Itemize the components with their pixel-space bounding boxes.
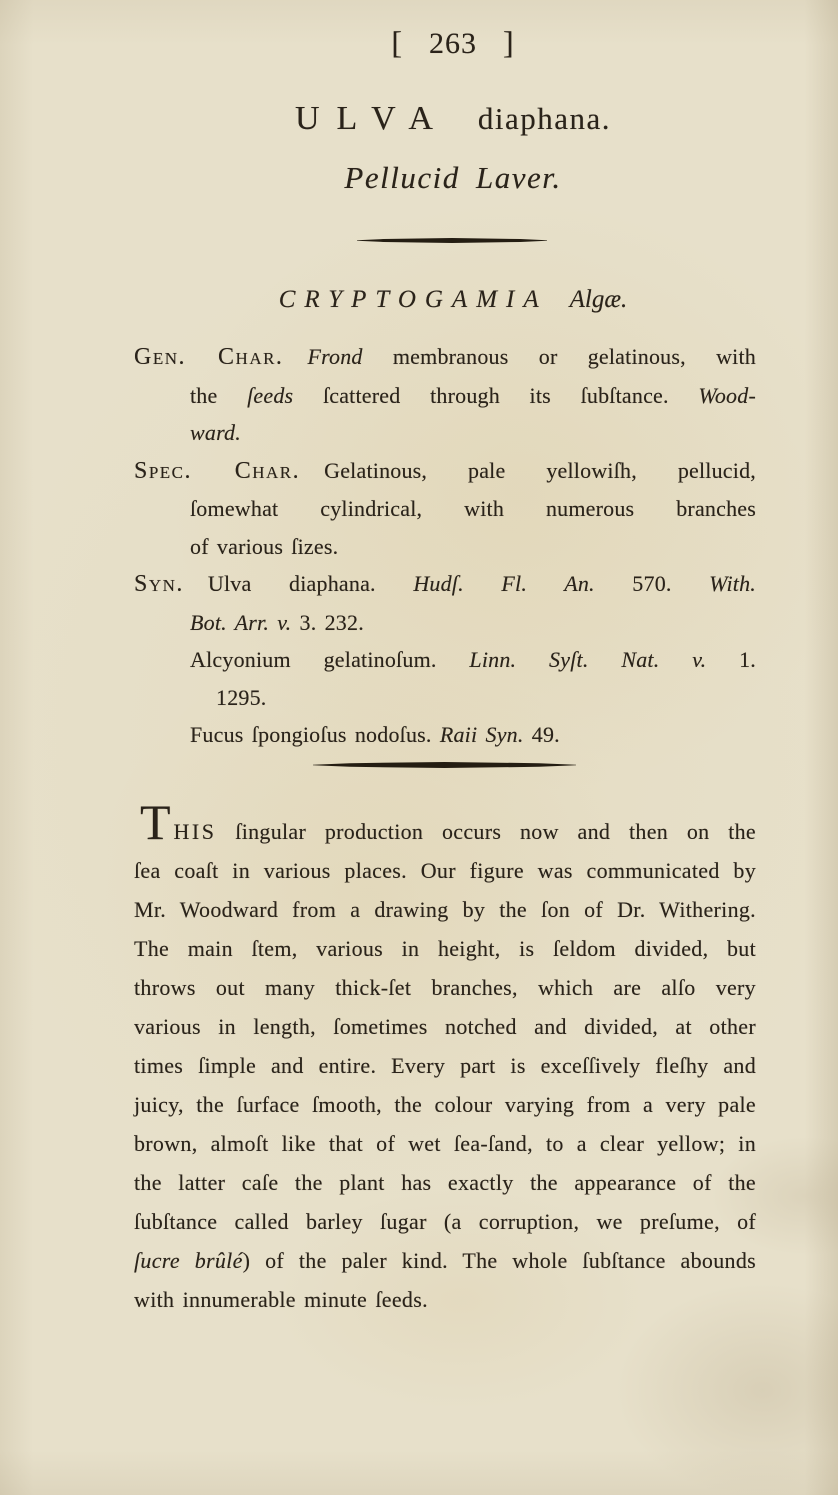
text-segment: Wood- xyxy=(698,382,756,408)
text-line xyxy=(134,929,756,968)
genus-name: ULVA xyxy=(294,100,450,137)
text-segment: Linn. Syſt. Nat. v. xyxy=(469,647,707,672)
synonyms-block xyxy=(134,565,756,754)
text-line xyxy=(134,716,756,754)
text-segment: throws out many thick-ſet branches, which are alſo very xyxy=(134,975,756,1000)
species-epithet: diaphana. xyxy=(477,101,612,136)
bracket-close: ] xyxy=(503,24,515,60)
tapered-rule-top xyxy=(357,238,547,243)
text-segment: ſeeds xyxy=(247,382,294,408)
text-segment: of various ſizes. xyxy=(190,533,339,559)
text-segment: brown, almoſt like that of wet ſea-ſand, to a clear yellow; in xyxy=(134,1131,756,1156)
text-segment: various in length, ſometimes notched and divided, at other xyxy=(134,1014,756,1039)
text-line xyxy=(134,338,756,377)
text-segment: 1. xyxy=(706,647,757,672)
text-line xyxy=(134,377,756,415)
text-line xyxy=(134,851,756,890)
text-line xyxy=(134,1007,756,1046)
text-segment: ) of the paler kind. The whole ſubſtance abounds xyxy=(242,1248,756,1273)
text-segment: ward. xyxy=(190,420,241,445)
text-segment: ſea coaſt in various places. Our figure was communicated by xyxy=(134,858,756,883)
body-paragraph xyxy=(134,794,756,1319)
text-line xyxy=(134,641,756,679)
text-segment: Alcyonium gelatinoſum. xyxy=(190,647,470,672)
text-segment: juicy, the ſurface ſmooth, the colour varying from a very pale xyxy=(134,1092,756,1117)
text-segment: membranous or gelatinous, with xyxy=(362,344,756,369)
text-segment: 49. xyxy=(523,722,560,747)
text-segment: Mr. Woodward from a drawing by the ſon of Dr. Withering. xyxy=(134,897,756,922)
text-segment: Bot. Arr. v. xyxy=(190,609,292,635)
text-line xyxy=(134,679,756,717)
page-number: 263 xyxy=(429,27,477,60)
common-name-text: Pellucid Laver. xyxy=(344,160,562,195)
text-line xyxy=(134,1124,756,1163)
text-line xyxy=(134,1280,756,1319)
text-segment: Gelatinous, pale yellowiſh, pellucid, xyxy=(324,457,756,483)
text-segment: Fucus ſpongioſus nodoſus. xyxy=(190,722,440,747)
text-line xyxy=(134,528,756,566)
taxonomy-class: CRYPTOGAMIA xyxy=(278,286,548,313)
text-segment: Syn. xyxy=(134,571,184,597)
text-segment: Gen. Char. xyxy=(134,344,284,370)
text-segment: 1295. xyxy=(216,684,267,710)
text-segment: ſubſtance called barley ſugar (a corruption, we preſume, of xyxy=(134,1209,756,1234)
page-header xyxy=(34,24,838,61)
text-segment: Raii Syn. xyxy=(439,722,524,747)
text-segment: ſingular production occurs now and then on the xyxy=(216,819,756,844)
text-line xyxy=(134,490,756,528)
tapered-rule-bottom xyxy=(313,762,576,768)
taxonomy-heading xyxy=(34,286,838,314)
initial-capital: T xyxy=(140,794,174,850)
text-line xyxy=(134,1202,756,1241)
text-line xyxy=(134,968,756,1007)
text-segment: Hudſ. Fl. An. xyxy=(413,571,595,596)
text-segment: with innumerable minute ſeeds. xyxy=(134,1287,428,1312)
text-line xyxy=(134,1085,756,1124)
character-blocks xyxy=(134,338,756,754)
text-line xyxy=(134,890,756,929)
text-line xyxy=(134,452,756,491)
text-segment: With. xyxy=(709,571,757,596)
text-line xyxy=(134,794,756,851)
common-name xyxy=(34,160,838,196)
species-title xyxy=(34,100,838,138)
text-segment: HIS xyxy=(173,819,217,844)
text-segment: 3. 232. xyxy=(291,609,364,635)
bracket-open: [ xyxy=(391,24,403,60)
text-segment: Ulva diaphana. xyxy=(207,571,414,596)
text-segment: The main ſtem, various in height, is ſeldom divided, but xyxy=(134,936,756,961)
text-line xyxy=(134,604,756,642)
text-line xyxy=(134,1163,756,1202)
specific-character-block xyxy=(134,452,756,566)
text-segment: Frond xyxy=(307,344,363,369)
text-segment: the latter caſe the plant has exactly the appearance of the xyxy=(134,1170,756,1195)
text-line xyxy=(134,1046,756,1085)
generic-character-block xyxy=(134,338,756,452)
text-segment: times ſimple and entire. Every part is exceſſively fleſhy and xyxy=(134,1053,756,1078)
text-line xyxy=(134,1241,756,1280)
text-segment: Spec. Char. xyxy=(134,457,301,484)
taxonomy-order: Algæ. xyxy=(569,286,628,313)
text-segment: ſomewhat cylindrical, with numerous branches xyxy=(190,496,756,521)
text-line xyxy=(134,414,756,452)
text-line xyxy=(134,565,756,604)
text-segment: ſcattered through its ſubſtance. xyxy=(293,382,699,408)
text-segment: the xyxy=(190,382,248,408)
text-segment: ſucre brûlé xyxy=(134,1248,243,1273)
text-segment: 570. xyxy=(594,571,710,596)
